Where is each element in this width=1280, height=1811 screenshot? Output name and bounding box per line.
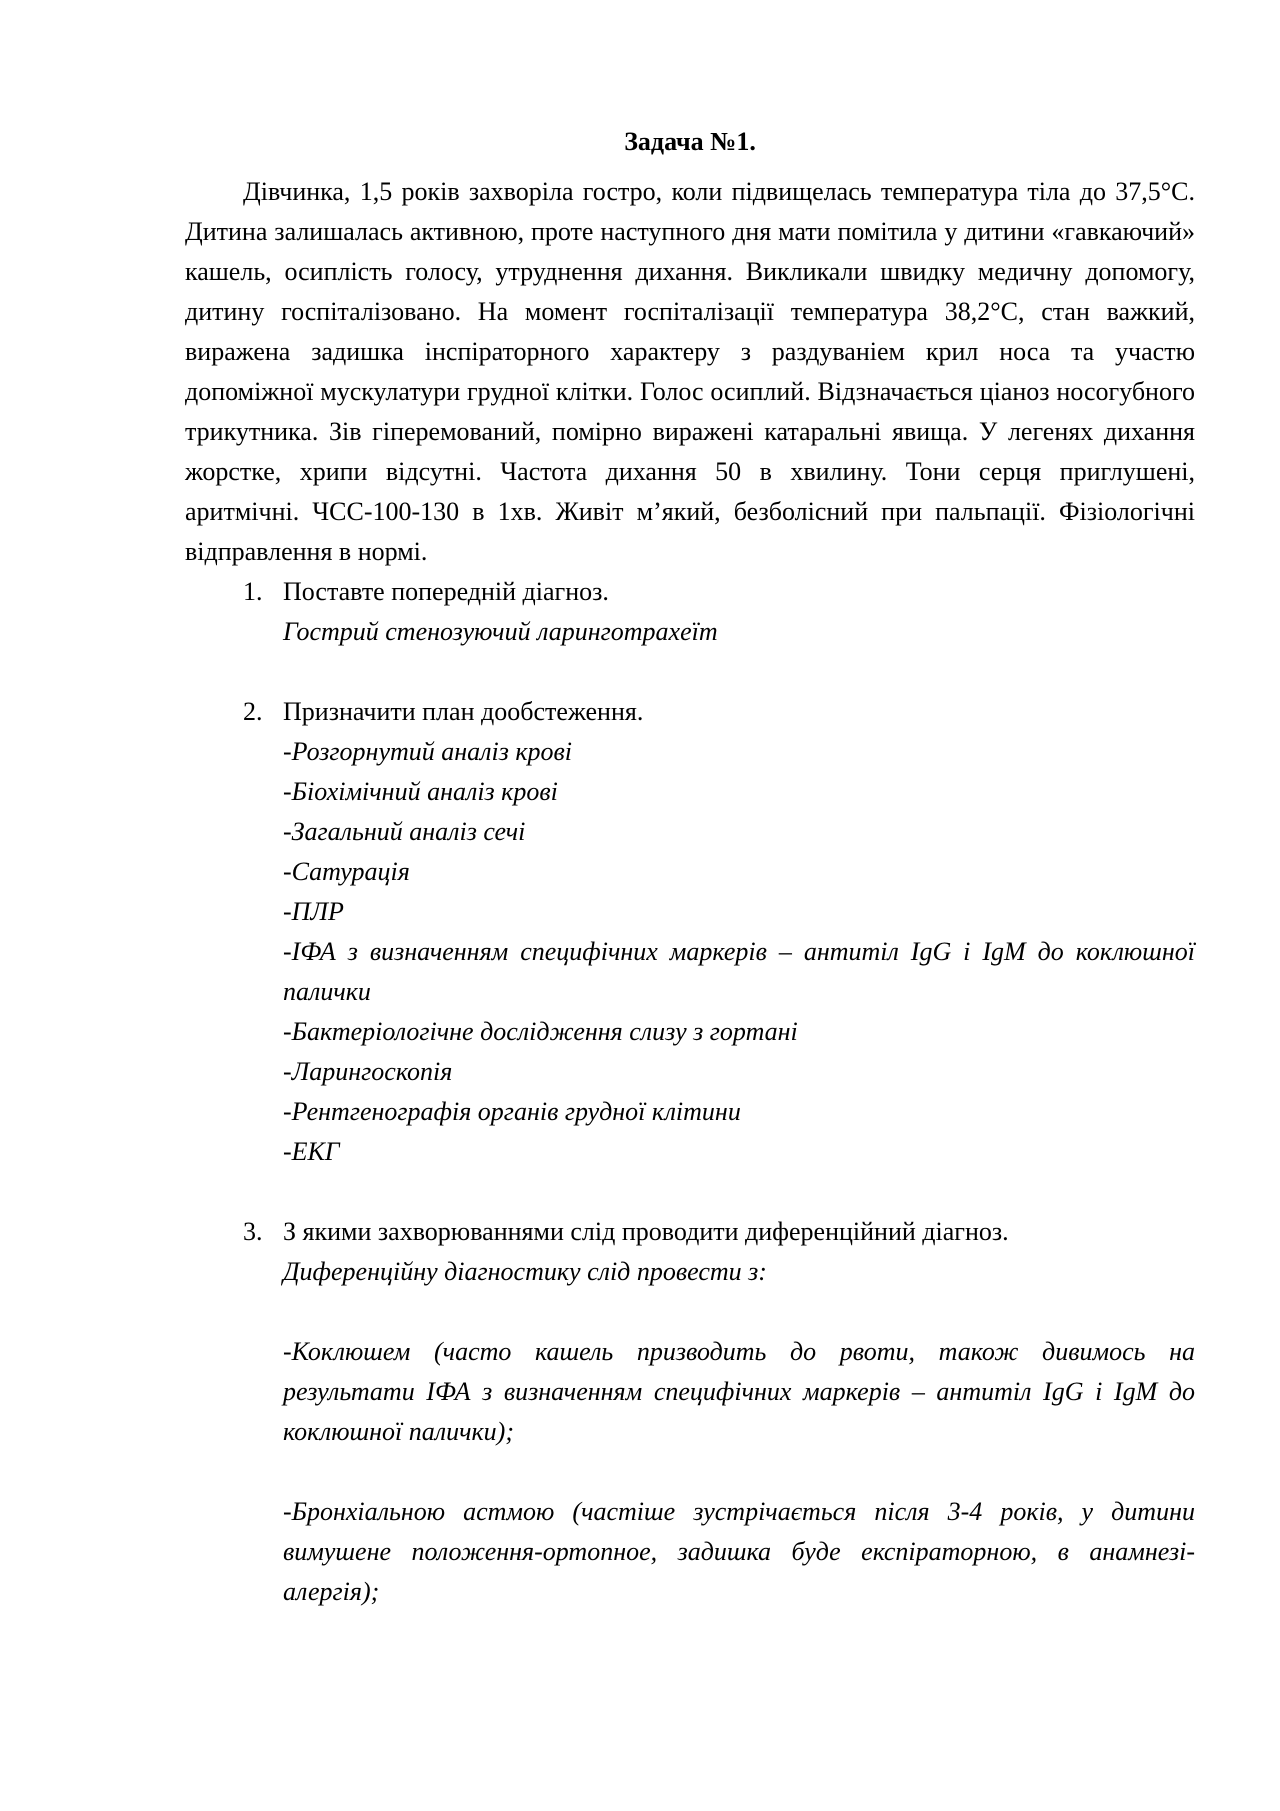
- question-2: [185, 692, 1195, 1212]
- exam-plan-item: -ЕКГ: [283, 1137, 340, 1166]
- question-number: 1.: [243, 577, 263, 606]
- exam-plan-item: -Ларингоскопія: [283, 1057, 453, 1086]
- question-3: [185, 1212, 1195, 1612]
- spacer: [283, 652, 1195, 692]
- document-title: Задача №1.: [624, 127, 756, 156]
- exam-plan-item: -Рентгенографія органів грудної клітини: [283, 1097, 741, 1126]
- exam-plan-item: -Розгорнутий аналіз крові: [283, 737, 573, 766]
- exam-plan-item: -Загальний аналіз сечі: [283, 817, 526, 846]
- question-text: Поставте попередній діагноз.: [283, 577, 609, 606]
- differential-item: -Коклюшем (часто кашель призводить до рвоти, також дивимось на результати ІФА з визначенням специфічних маркерів – антитіл IgG і IgM до коклюшної палички);: [283, 1337, 1195, 1446]
- exam-plan-item: -ІФА з визначенням специфічних маркерів – антитіл IgG і IgM до коклюшної палички: [283, 937, 1195, 1006]
- spacer: [283, 1292, 1195, 1332]
- document-page: [185, 122, 1195, 1612]
- differential-intro: Диференційну діагностику слід провести з:: [283, 1257, 767, 1286]
- exam-plan-item: -Сатурація: [283, 857, 410, 886]
- question-1: [185, 572, 1195, 692]
- exam-plan-item: -ПЛР: [283, 897, 344, 926]
- spacer: [283, 1452, 1195, 1492]
- questions-list: [185, 572, 1195, 1612]
- answer-diagnosis: Гострий стенозуючий ларинготрахеїт: [283, 617, 718, 646]
- question-number: 3.: [243, 1217, 263, 1246]
- exam-plan-item: -Бактеріологічне дослідження слизу з гортані: [283, 1017, 798, 1046]
- question-number: 2.: [243, 697, 263, 726]
- question-text: З якими захворюваннями слід проводити диференційний діагноз.: [283, 1217, 1009, 1246]
- spacer: [283, 1172, 1195, 1212]
- question-text: Призначити план дообстеження.: [283, 697, 644, 726]
- case-description: Дівчинка, 1,5 років захворіла гостро, коли підвищелась температура тіла до 37,5°С. Дитина залишалась активною, проте наступного дня мати помітила у дитини «гавкаючий» кашель, осиплість голосу, утруднення дихання. Викликали швидку медичну допомогу, дитину госпіталізовано. На момент госпіталізації температура 38,2°С, стан важкий, виражена задишка інспіраторного характеру з раздуваніем крил носа та участю допоміжної мускулатури грудної клітки. Голос осиплий. Відзначається ціаноз носогубного трикутника. Зів гіперемований, помірно виражені катаральні явища. У легенях дихання жорстке, хрипи відсутні. Частота дихання 50 в хвилину. Тони серця приглушені, аритмічні. ЧСС-100-130 в 1хв. Живіт м’який, безболісний при пальпації. Фізіологічні відправлення в нормі.: [185, 177, 1195, 566]
- exam-plan-item: -Біохімічний аналіз крові: [283, 777, 558, 806]
- differential-item: -Бронхіальною астмою (частіше зустрічається після 3-4 років, у дитини вимушене положення-ортопное, задишка буде експіраторною, в анамнезі-алергія);: [283, 1497, 1195, 1606]
